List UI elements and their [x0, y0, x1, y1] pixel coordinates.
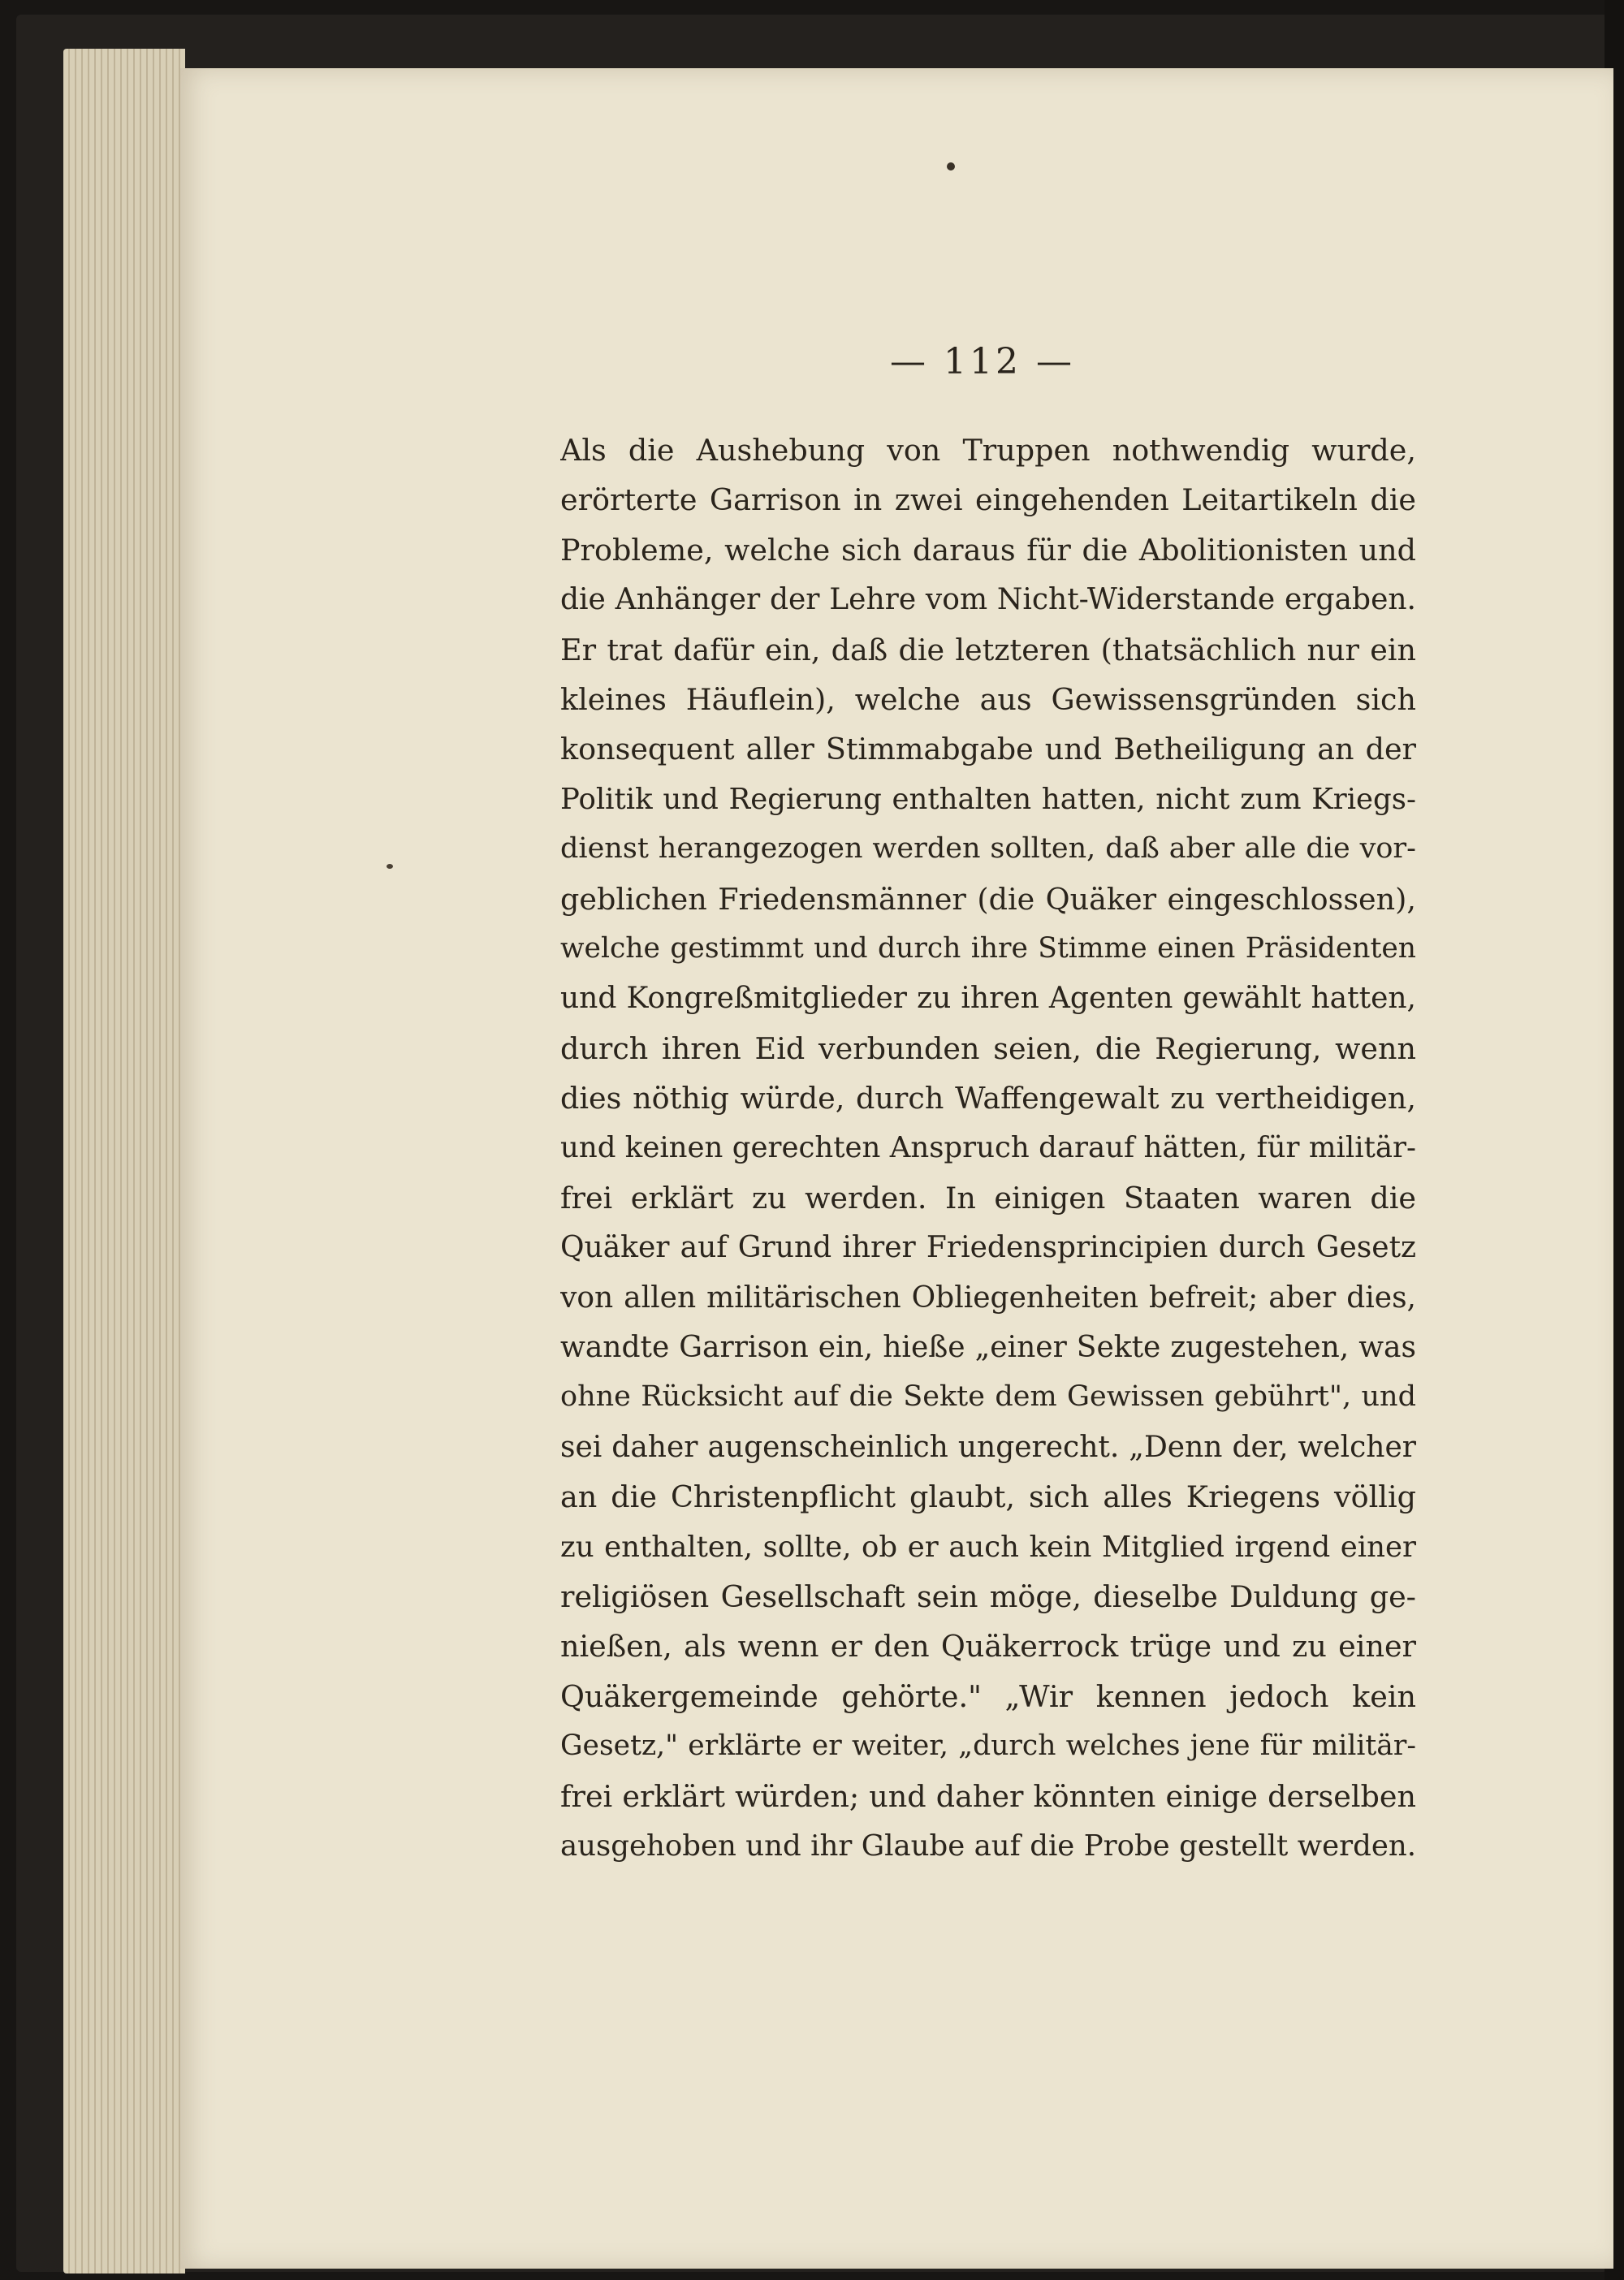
text-line: frei erklärt zu werden. In einigen Staaten waren die [560, 1180, 1416, 1216]
text-line: erörterte Garrison in zwei eingehenden Leitartikeln die [560, 482, 1416, 518]
ink-speck-left [387, 864, 393, 869]
text-line: dienst herangezogen werden sollten, daß aber alle die vor- [560, 832, 1416, 866]
text-line: die Anhänger der Lehre vom Nicht-Widerstande ergaben. [560, 583, 1416, 617]
text-line: nießen, als wenn er den Quäkerrock trüge und zu einer [560, 1629, 1416, 1665]
text-line: religiösen Gesellschaft sein möge, dieselbe Duldung ge- [560, 1578, 1416, 1614]
text-line: durch ihren Eid verbunden seien, die Regierung, wenn [560, 1030, 1416, 1066]
text-line: und keinen gerechten Anspruch darauf hätten, für militär- [560, 1131, 1416, 1165]
text-line: welche gestimmt und durch ihre Stimme einen Präsidenten [560, 931, 1416, 965]
text-line: Gesetz," erklärte er weiter, „durch welches jene für militär- [560, 1729, 1416, 1763]
text-line: Probleme, welche sich daraus für die Abolitionisten und [560, 532, 1416, 568]
text-line: von allen militärischen Obliegenheiten befreit; aber dies, [560, 1280, 1416, 1315]
text-line: konsequent aller Stimmabgabe und Betheiligung an der [560, 732, 1416, 767]
text-line: Als die Aushebung von Truppen nothwendig wurde, [560, 433, 1416, 468]
text-line: ohne Rücksicht auf die Sekte dem Gewissen gebührt", und [560, 1380, 1416, 1414]
text-line: Quäkergemeinde gehörte." „Wir kennen jedoch kein [560, 1678, 1416, 1714]
text-line: zu enthalten, sollte, ob er auch kein Mitglied irgend einer [560, 1530, 1416, 1564]
text-line: ausgehoben und ihr Glaube auf die Probe gestellt werden. [560, 1829, 1416, 1863]
body-text [560, 425, 1416, 1871]
text-line: Er trat dafür ein, daß die letzteren (thatsächlich nur ein [560, 632, 1416, 667]
text-line: wandte Garrison ein, hieße „einer Sekte zugestehen, was [560, 1331, 1416, 1365]
text-line: sei daher augenscheinlich ungerecht. „Denn der, welcher [560, 1430, 1416, 1464]
page-number: — 112 — [890, 341, 1075, 382]
text-line: an die Christenpflicht glaubt, sich alles Kriegens völlig [560, 1479, 1416, 1515]
text-line: Quäker auf Grund ihrer Friedensprincipien durch Gesetz [560, 1231, 1416, 1265]
text-line: geblichen Friedensmänner (die Quäker eingeschlossen), [560, 881, 1416, 917]
text-line: dies nöthig würde, durch Waffengewalt zu vertheidigen, [560, 1081, 1416, 1116]
text-line: und Kongreßmitglieder zu ihren Agenten gewählt hatten, [560, 982, 1416, 1016]
text-line: Politik und Regierung enthalten hatten, nicht zum Kriegs- [560, 782, 1416, 816]
text-line: frei erklärt würden; und daher könnten einige derselben [560, 1778, 1416, 1814]
text-line: kleines Häuflein), welche aus Gewissensgründen sich [560, 681, 1416, 717]
page-edges [63, 49, 185, 2274]
ink-speck [947, 162, 955, 171]
